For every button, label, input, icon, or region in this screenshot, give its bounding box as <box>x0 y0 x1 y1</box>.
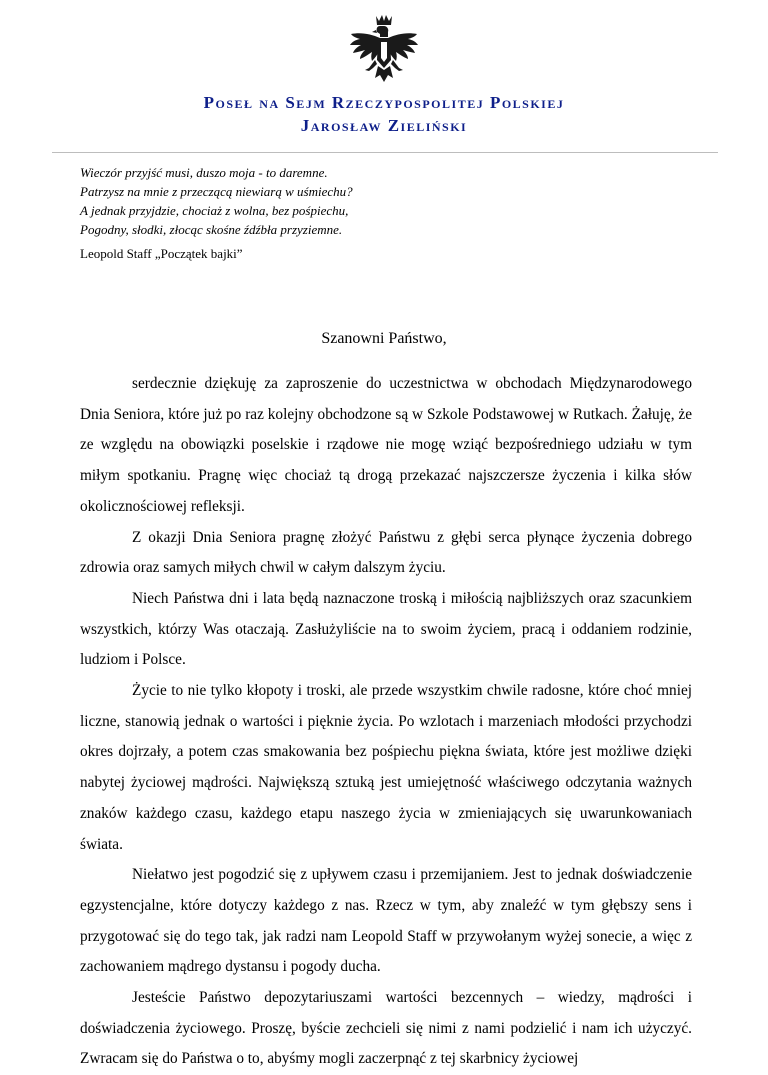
header-line-1: Poseł na Sejm Rzeczypospolitej Polskiej <box>203 93 565 112</box>
paragraph: Niech Państwa dni i lata będą naznaczone troską i miłością najbliższych oraz szacunkiem wszystkich, którzy Was otaczają. Zasłużyliście na to swoim życiem, pracą i oddaniem rodzinie, ludziom i Polsce. <box>80 589 692 669</box>
poem-line: Wieczór przyjść musi, duszo moja - to daremne. <box>80 165 328 180</box>
header-title <box>0 93 768 113</box>
paragraph: Z okazji Dnia Seniora pragnę złożyć Państwu z głębi serca płynące życzenia dobrego zdrowia oraz samych miłych chwil w całym dalszym życiu. <box>80 528 692 577</box>
salutation: Szanowni Państwo, <box>321 330 447 347</box>
poem-line: Pogodny, słodki, złocąc skośne źdźbła przyziemne. <box>80 222 343 237</box>
poem-line: Patrzysz na mnie z przeczącą niewiarą w uśmiechu? <box>80 184 353 199</box>
poem-attribution: Leopold Staff „Początek bajki” <box>80 246 243 261</box>
poem-epigraph <box>80 163 700 239</box>
header-name <box>0 116 768 136</box>
polish-eagle-emblem <box>347 12 421 92</box>
paragraph: Życie to nie tylko kłopoty i troski, ale przede wszystkim chwile radosne, które choć mniej liczne, stanowią jednak o wartości i pięknie życia. Po wzlotach i marzeniach młodości przychodzi okres dojrzały, a potem czas smakowania bez pośpiechu piękna świata, które jest możliwe dzięki nabytej życiowej mądrości. Największą sztuką jest umiejętność właściwego odczytania ważnych znaków każdego czasu, każdego etapu naszego życia w zmieniających się uwarunkowaniach świata. <box>80 682 692 853</box>
paragraph: serdecznie dziękuję za zaproszenie do uczestnictwa w obchodach Międzynarodowego Dnia Seniora, które już po raz kolejny obchodzone są w Szkole Podstawowej w Rutkach. Żałuję, że ze względu na obowiązki poselskie i rządowe nie mogę wziąć bezpośredniego udziału w tym miłym spotkaniu. Pragnę więc chociaż tą drogą przekazać najszczersze życzenia i kilka słów okolicznościowej refleksji. <box>80 375 692 515</box>
letter-body <box>80 369 692 1075</box>
header-divider <box>52 152 718 153</box>
header-line-2: Jarosław Zieliński <box>300 116 468 135</box>
poem-line: A jednak przyjdzie, chociaż z wolna, bez pośpiechu, <box>80 203 349 218</box>
paragraph: Niełatwo jest pogodzić się z upływem czasu i przemijaniem. Jest to jednak doświadczenie egzystencjalne, które dotyczy każdego z nas. Rzecz w tym, aby znaleźć w tym głębszy sens i przygotować się do tego tak, jak radzi nam Leopold Staff w przywołanym wyżej sonecie, a więc z zachowaniem mądrego dystansu i pogody ducha. <box>80 866 692 976</box>
paragraph: Jesteście Państwo depozytariuszami wartości bezcennych – wiedzy, mądrości i doświadczenia życiowego. Proszę, byście zechcieli się nimi z nami podzielić i nam ich użyczyć. Zwracam się do Państwa o to, abyśmy mogli zaczerpnąć z tej skarbnicy życiowej <box>80 989 692 1068</box>
